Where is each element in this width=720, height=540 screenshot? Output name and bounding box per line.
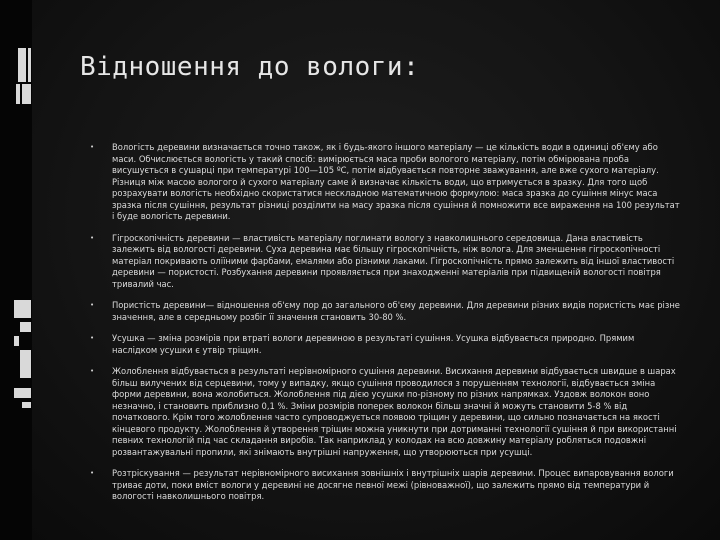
decor-bar bbox=[20, 322, 31, 332]
decor-bar bbox=[28, 48, 31, 82]
bullet-icon: • bbox=[90, 143, 95, 151]
decor-bar bbox=[14, 336, 19, 346]
list-item bbox=[90, 333, 682, 356]
list-item bbox=[90, 233, 682, 291]
paragraph-warping: Жолоблення відбувається в результаті нерівномірного сушіння деревини. Висихання деревини відбувається швидше в шарах більш вилучених від серцевини, тому у випадку, якщо сушіння проводилося з порушенням технології, відбувається зміна форми деревини, вона жолобиться. Жолоблення під дією усушки по-різному по різних напрямках. Уздовж волокон воно незначно, і становить приблизно 0,1 %. Зміни розмірів поперек волокон більш значні й можуть становити 5-8 % від початкового. Крім того жолоблення часто супроводжується появою тріщин у деревини, що сильно позначається на якості кінцевого продукту. Жолоблення й утворення тріщин можна уникнути при дотриманні технології сушіння й при використанні певних технологій під час складання виробів. Так наприклад у колодах на всю довжину матеріалу робляться подовжні розвантажувальні пропили, які знімають внутрішні напруження, що утворюються при усушці. bbox=[112, 366, 677, 457]
bullet-icon: • bbox=[90, 301, 95, 309]
bullet-icon: • bbox=[90, 334, 95, 342]
paragraph-cracking: Розтріскування — результат нерівномірного висихання зовнішніх і внутрішніх шарів деревини. Процес випаровування вологи триває доти, поки вміст вологи у деревині не досягне певної межі (рівноважної), що залежить прямо від температури й вологості навколишнього повітря. bbox=[112, 468, 674, 501]
bullet-icon: • bbox=[90, 367, 95, 375]
bullet-list bbox=[90, 142, 682, 513]
list-item bbox=[90, 468, 682, 503]
list-item bbox=[90, 366, 682, 458]
decor-bar bbox=[18, 48, 26, 82]
decor-bar bbox=[22, 402, 31, 408]
decor-bar bbox=[14, 300, 31, 318]
list-item bbox=[90, 300, 682, 323]
paragraph-porosity: Пористість деревини— відношення об'єму пор до загального об'єму деревини. Для деревини різних видів пористість має різне значення, але в середньому розбіг її значення становить 30-80 %. bbox=[112, 300, 680, 322]
paragraph-hygroscopicity: Гігроскопічність деревини — властивість матеріалу поглинати вологу з навколишнього середовища. Дана властивість залежить від вологості деревини. Суха деревина має більшу гігроскопічність, ніж волога. Для зменшення гігроскопічності матеріал покривають оліїними фарбами, емалями або різними лаками. Гігроскопічність прямо залежить від іншої властивості деревини — пористості. Розбухання деревини проявляється при знаходженні матеріалів при підвищеній вологості повітря тривалий час. bbox=[112, 232, 675, 289]
list-item bbox=[90, 142, 682, 223]
decor-bar bbox=[16, 84, 20, 104]
decor-bar bbox=[14, 388, 31, 398]
decor-bar bbox=[20, 350, 31, 378]
slide-title: Відношення до вологи: bbox=[80, 52, 420, 82]
bullet-icon: • bbox=[90, 469, 95, 477]
bullet-icon: • bbox=[90, 233, 95, 242]
paragraph-shrinkage: Усушка — зміна розмірів при втраті вологи деревиною в результаті сушіння. Усушка відбувається природно. Прямим наслідком усушки є утвір тріщин. bbox=[112, 333, 635, 355]
decor-bar bbox=[22, 84, 31, 104]
paragraph-moisture: Вологість деревини визначається точно також, як і будь-якого іншого матеріалу — це кількість води в одиниці об'єму або маси. Обчислюється вологість у такий спосіб: вимірюється маса проби вологого матеріалу, потім обмірювана проба висушується в сушарці при температурі 100—105 ºС, потім відбувається повторне зважування, але вже сухого матеріалу. Різниця між масою вологого й сухого матеріалу саме й визначає кількість води, що втримується в зразку. Для того щоб розрахувати вологість необхідно скористатися нескладною математичною формулою: маса зразка до сушіння мінус маса зразка після сушіння, результат різниці розділити на масу зразка після сушіння й помножити все вираження на 100 результат і буде вологість деревини. bbox=[112, 142, 680, 221]
